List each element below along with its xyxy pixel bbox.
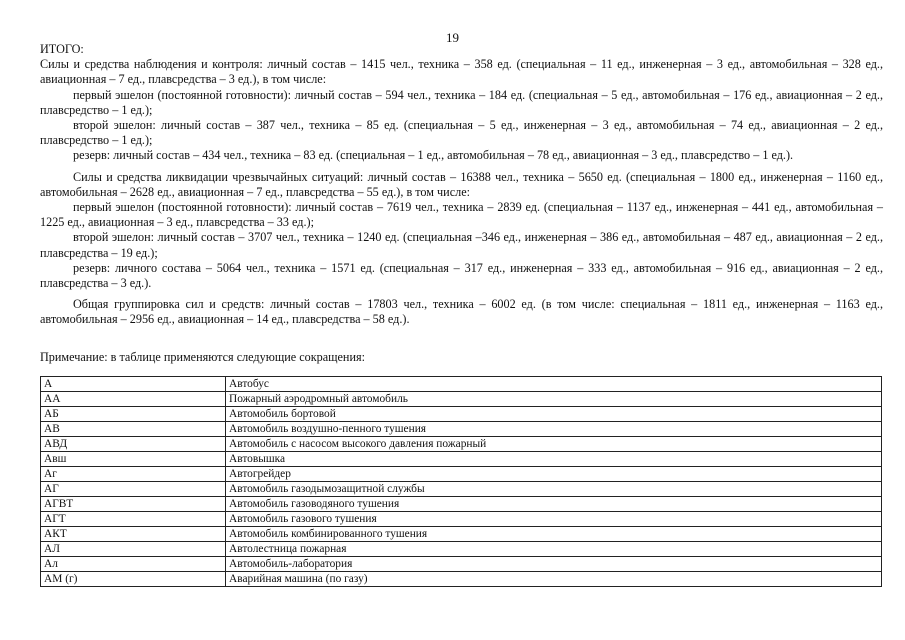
meaning-cell: Автовышка: [226, 452, 882, 467]
paragraph-monitoring-second-echelon: второй эшелон: личный состав – 387 чел., техника – 85 ед. (специальная – 5 ед., инженерная – 3 ед., автомобильная – 74 ед., авиационная – 2 ед., плавсредство – 1 ед.);: [40, 118, 883, 148]
table-row: [41, 527, 882, 542]
meaning-cell: Пожарный аэродромный автомобиль: [226, 392, 882, 407]
table-row: [41, 452, 882, 467]
meaning-cell: Автомобиль газоводяного тушения: [226, 497, 882, 512]
meaning-cell: Автобус: [226, 377, 882, 392]
summary-text: [40, 42, 883, 328]
meaning-cell: Автомобиль с насосом высокого давления пожарный: [226, 437, 882, 452]
abbreviation-cell: АБ: [41, 407, 226, 422]
table-note: Примечание: в таблице применяются следующие сокращения:: [40, 350, 365, 364]
table-row: [41, 467, 882, 482]
paragraph-emergency-reserve: резерв: личного состава – 5064 чел., техника – 1571 ед. (специальная – 317 ед., инженерная – 333 ед., автомобильная – 916 ед., авиационная – 2 ед., плавсредства – 3 ед.).: [40, 260, 883, 291]
table-row: [41, 392, 882, 407]
summary-heading: ИТОГО:: [40, 42, 84, 56]
table-row: [41, 422, 882, 437]
abbreviation-cell: АЛ: [41, 542, 226, 557]
abbreviation-cell: АМ (г): [41, 572, 226, 587]
table-row: [41, 377, 882, 392]
table-row: [41, 572, 882, 587]
abbreviation-cell: АГВТ: [41, 497, 226, 512]
table-row: [41, 497, 882, 512]
meaning-cell: Автомобиль газодымозащитной службы: [226, 482, 882, 497]
abbreviation-cell: АВД: [41, 437, 226, 452]
table-row: [41, 482, 882, 497]
table-row: [41, 512, 882, 527]
meaning-cell: Автомобиль-лаборатория: [226, 557, 882, 572]
table-row: [41, 542, 882, 557]
page-number: 19: [446, 30, 459, 45]
abbreviation-cell: АГТ: [41, 512, 226, 527]
paragraph-monitoring-forces: Силы и средства наблюдения и контроля: личный состав – 1415 чел., техника – 358 ед. (специальная – 11 ед., инженерная – 3 ед., автомобильная – 328 ед., авиационная – 7 ед., плавсредства – 3 ед.), в том числе:: [40, 57, 883, 87]
abbreviation-cell: Аг: [41, 467, 226, 482]
meaning-cell: Автомобиль комбинированного тушения: [226, 527, 882, 542]
abbreviations-table: [40, 376, 882, 587]
paragraph-emergency-first-echelon: первый эшелон (постоянной готовности): личный состав – 7619 чел., техника – 2839 ед. (специальная – 1137 ед., инженерная – 441 ед., автомобильная – 1225 ед., авиационная – 3 ед., плавсредства – 33 ед.);: [40, 200, 883, 230]
abbreviation-cell: АГ: [41, 482, 226, 497]
abbreviation-cell: Авш: [41, 452, 226, 467]
paragraph-monitoring-first-echelon: первый эшелон (постоянной готовности): личный состав – 594 чел., техника – 184 ед. (специальная – 5 ед., автомобильная – 176 ед., авиационная – 2 ед., плавсредство – 1 ед.);: [40, 87, 883, 117]
meaning-cell: Автомобиль воздушно-пенного тушения: [226, 422, 882, 437]
abbreviation-cell: АВ: [41, 422, 226, 437]
abbreviation-cell: АКТ: [41, 527, 226, 542]
table-row: [41, 407, 882, 422]
meaning-cell: Автогрейдер: [226, 467, 882, 482]
meaning-cell: Автомобиль бортовой: [226, 407, 882, 422]
paragraph-monitoring-reserve: резерв: личный состав – 434 чел., техника – 83 ед. (специальная – 1 ед., автомобильная – 78 ед., авиационная – 3 ед., плавсредство – 1 ед.).: [73, 148, 794, 163]
meaning-cell: Аварийная машина (по газу): [226, 572, 882, 587]
meaning-cell: Автолестница пожарная: [226, 542, 882, 557]
meaning-cell: Автомобиль газового тушения: [226, 512, 882, 527]
paragraph-total-grouping: Общая группировка сил и средств: личный состав – 17803 чел., техника – 6002 ед. (в том числе: специальная – 1811 ед., инженерная – 1163 ед., автомобильная – 2956 ед., авиационная – 14 ед., плавсредства – 58 ед.).: [40, 297, 883, 327]
table-row: [41, 557, 882, 572]
abbreviation-cell: Ал: [41, 557, 226, 572]
paragraph-emergency-second-echelon: второй эшелон: личный состав – 3707 чел., техника – 1240 ед. (специальная –346 ед., инженерная – 386 ед., автомобильная – 487 ед., авиационная – 2 ед., плавсредства – 19 ед.);: [40, 230, 883, 260]
paragraph-emergency-forces: Силы и средства ликвидации чрезвычайных ситуаций: личный состав – 16388 чел., техника – 5650 ед. (специальная – 1800 ед., инженерная – 1160 ед., автомобильная – 2628 ед., авиационная – 7 ед., плавсредства – 55 ед.), в том числе:: [40, 169, 883, 199]
abbreviation-cell: АА: [41, 392, 226, 407]
abbreviation-cell: А: [41, 377, 226, 392]
table-row: [41, 437, 882, 452]
